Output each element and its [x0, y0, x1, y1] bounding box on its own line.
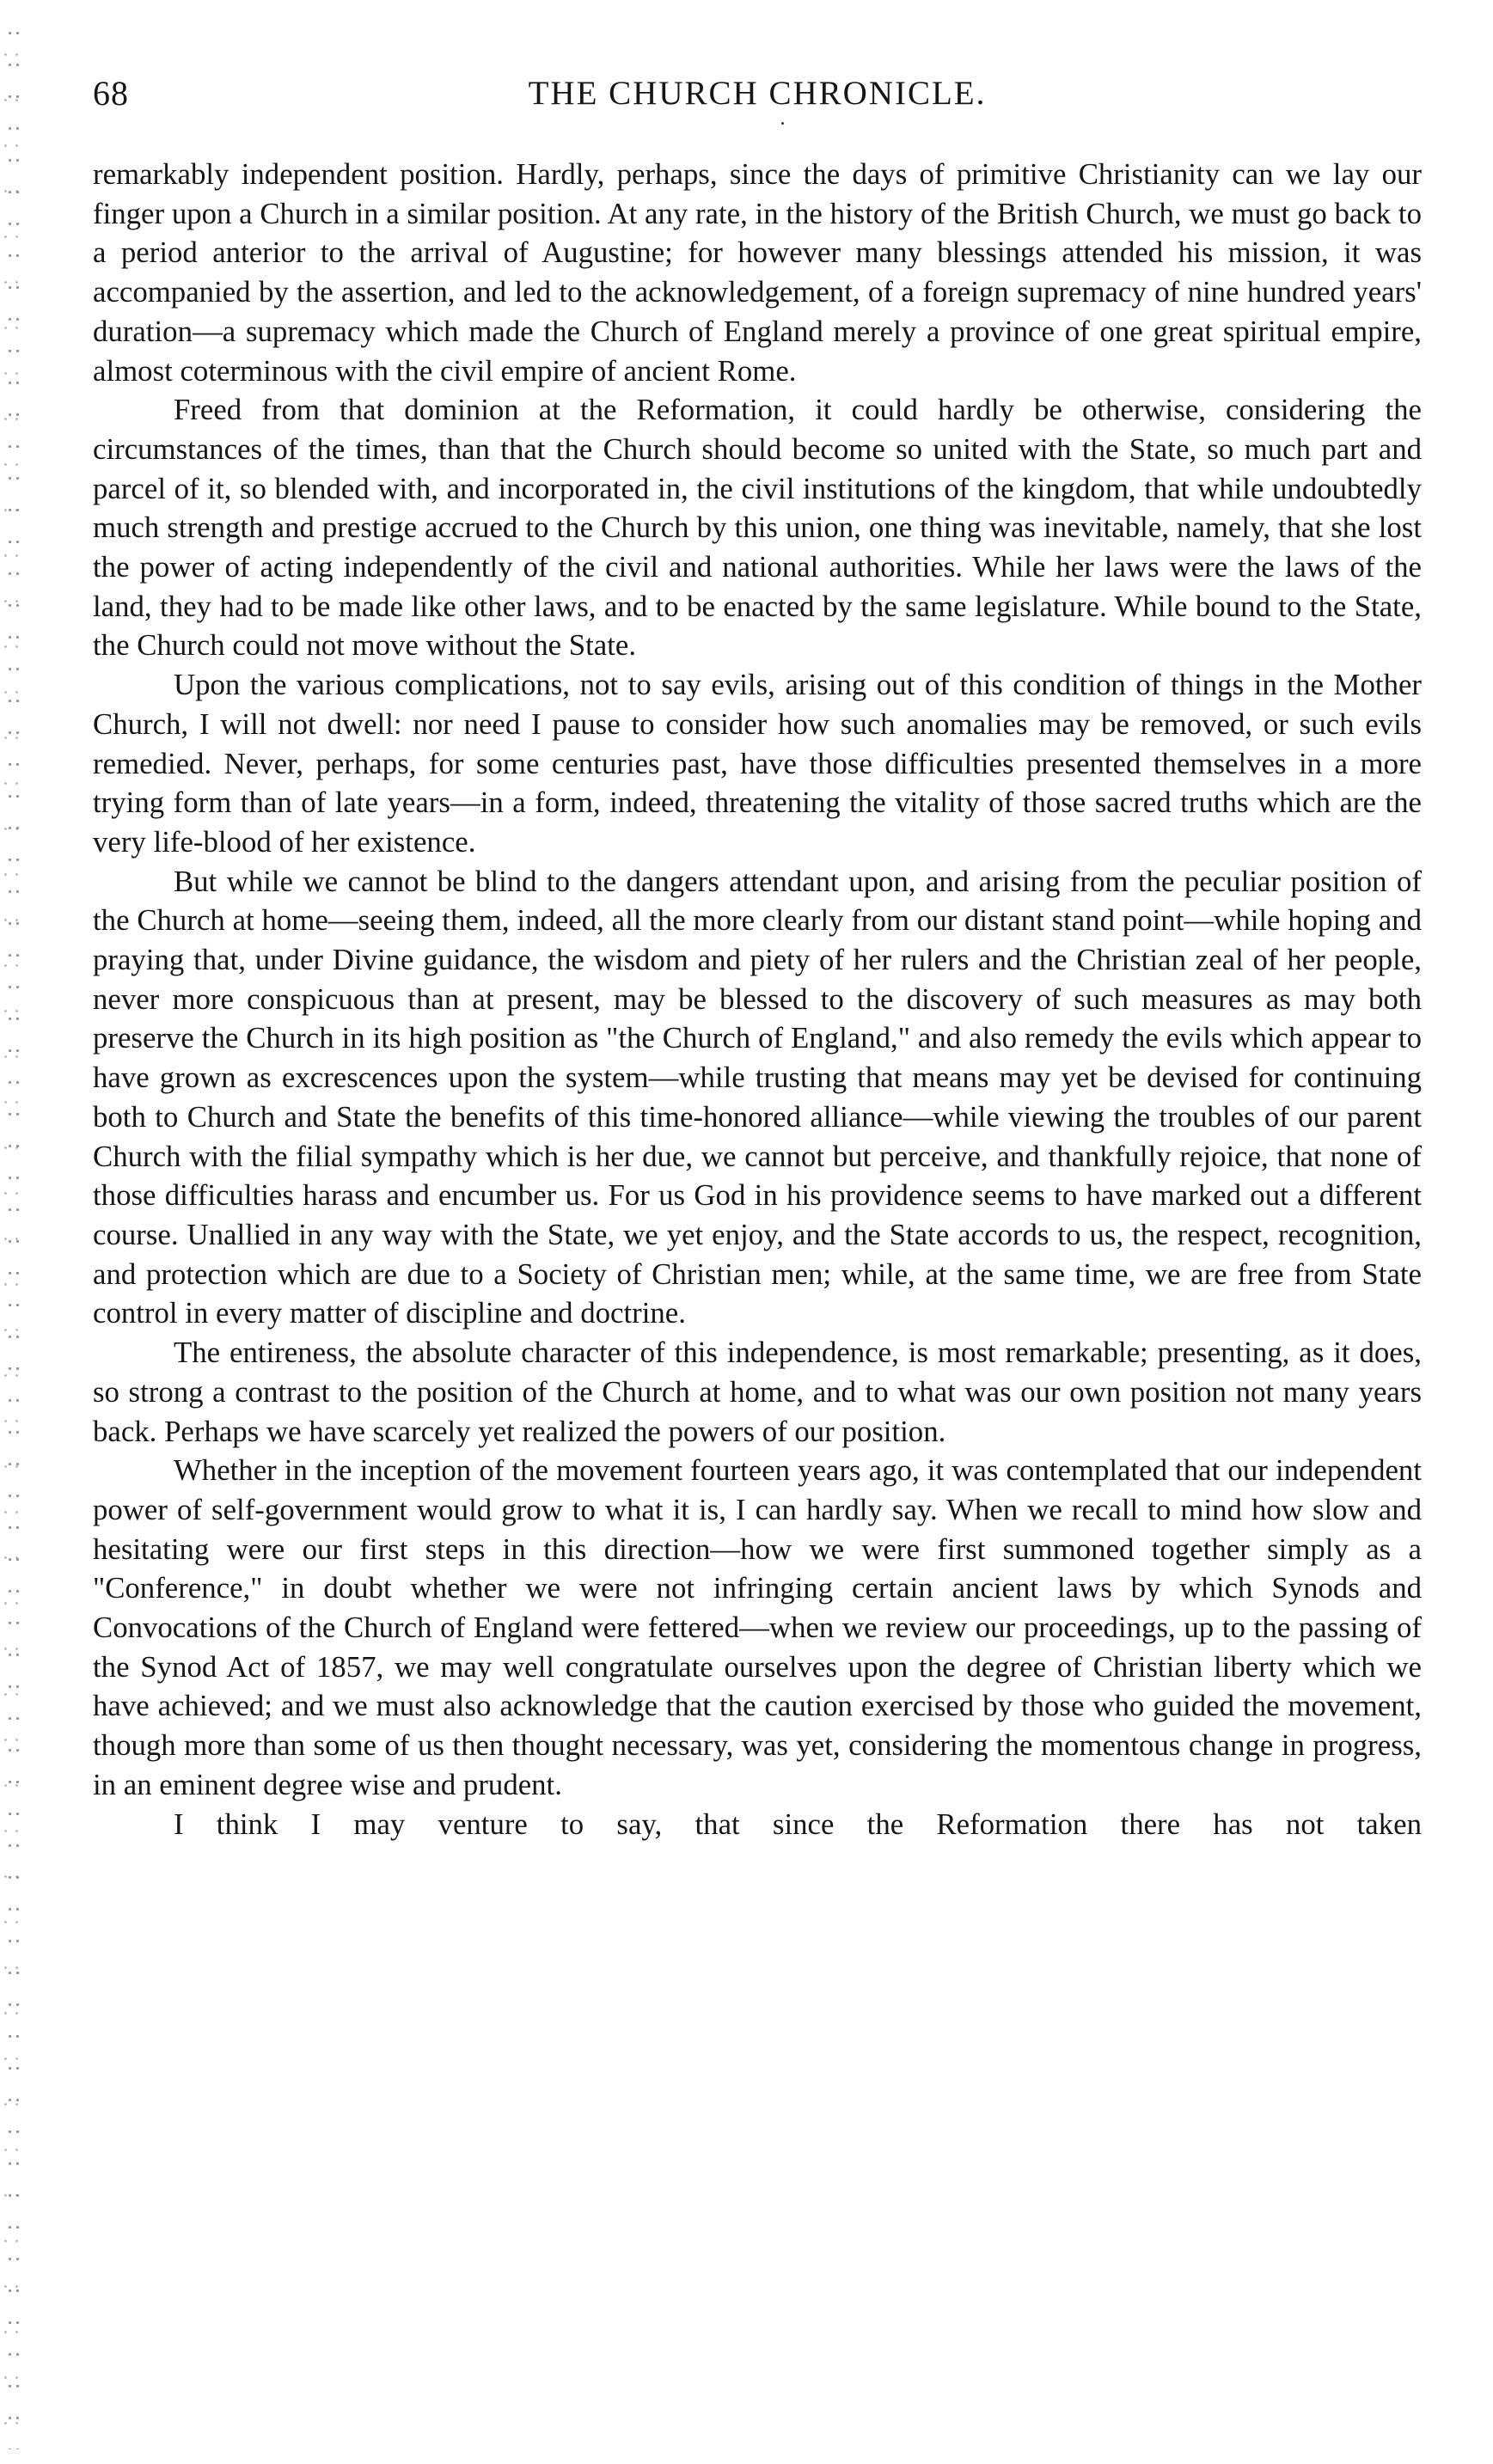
paragraph: Freed from that dominion at the Reformation, it could hardly be otherwise, considering the circumstances of the times, than that the Church should become so united with the State, so much part and parcel of it, so blended with, and incorporated in, the civil institutions of the kingdom, that while undoubtedly much strength and prestige accrued to the Church by this union, one thing was inevitable, namely, that she lost the power of acting independently of the civil and national authorities. While her laws were the laws of the land, they had to be made like other laws, and to be enacted by the same legislature. While bound to the State, the Church could not move without the State. [93, 393, 1422, 663]
paragraph-continued: remarkably independent position. Hardly, perhaps, since the days of primitive Christianity can we lay our finger upon a Church in a similar position. At any rate, in the history of the British Church, we must go back to a period anterior to the arrival of Augustine; for however many blessings attended his mission, it was accompanied by the assertion, and led to the acknowledgement, of a foreign supremacy of nine hundred years' duration—a supremacy which made the Church of England merely a province of one great spiritual empire, almost coterminous with the civil empire of ancient Rome. [93, 157, 1422, 388]
paragraph: The entireness, the absolute character of this independence, is most remarkable; presenting, as it does, so strong a contrast to the position of the Church at home, and to what was our own position not many years back. Perhaps we have scarcely yet realized the powers of our position. [93, 1336, 1422, 1448]
article-body [93, 155, 1422, 1843]
header-ornament-dot [781, 122, 784, 125]
paragraph: But while we cannot be blind to the dangers attendant upon, and arising from the peculiar position of the Church at home—seeing them, indeed, all the more clearly from our distant stand point—while hoping and praying that, under Divine guidance, the wisdom and piety of her rulers and the Christian zeal of her people, never more conspicuous than at present, may be blessed to the discovery of such measures as may both preserve the Church in its high position as "the Church of England," and also remedy the evils which appear to have grown as excrescences upon the system—while trusting that means may yet be devised for continuing both to Church and State the benefits of this time-honored alliance—while viewing the troubles of our parent Church with the filial sympathy which is her due, we cannot but perceive, and thankfully rejoice, that none of those difficulties harass and encumber us. For us God in his providence seems to have marked out a different course. Unallied in any way with the State, we yet enjoy, and the State accords to us, the respect, recognition, and protection which are due to a Society of Christian men; while, at the same time, we are free from State control in every matter of discipline and doctrine. [93, 864, 1422, 1330]
paragraph: Whether in the inception of the movement fourteen years ago, it was contemplated that our independent power of self-government would grow to what it is, I can hardly say. When we recall to mind how slow and hesitating were our first steps in this direction—how we were first summoned together simply as a "Conference," in doubt whether we were not infringing certain ancient laws by which Synods and Convocations of the Church of England were fettered—when we review our proceedings, up to the passing of the Synod Act of 1857, we may well congratulate ourselves upon the degree of Christian liberty which we have achieved; and we must also acknowledge that the caution exercised by those who guided the movement, though more than some of us then thought necessary, was yet, considering the momentous change in progress, in an eminent degree wise and prudent. [93, 1453, 1422, 1801]
running-title: THE CHURCH CHRONICLE. [528, 75, 987, 112]
page-header [93, 64, 1422, 124]
binding-gutter-specks [3, 17, 22, 2449]
page-number: 68 [93, 74, 129, 113]
paragraph: Upon the various complications, not to say evils, arising out of this condition of things in the Mother Church, I will not dwell: nor need I pause to consider how such anomalies may be removed, or such evils remedied. Never, perhaps, for some centuries past, have those difficulties presented themselves in a more trying form than of late years—in a form, indeed, threatening the vitality of those sacred truths which are the very life-blood of her existence. [93, 668, 1422, 859]
paragraph-last: I think I may venture to say, that since the Reformation there has not taken [173, 1807, 1422, 1841]
